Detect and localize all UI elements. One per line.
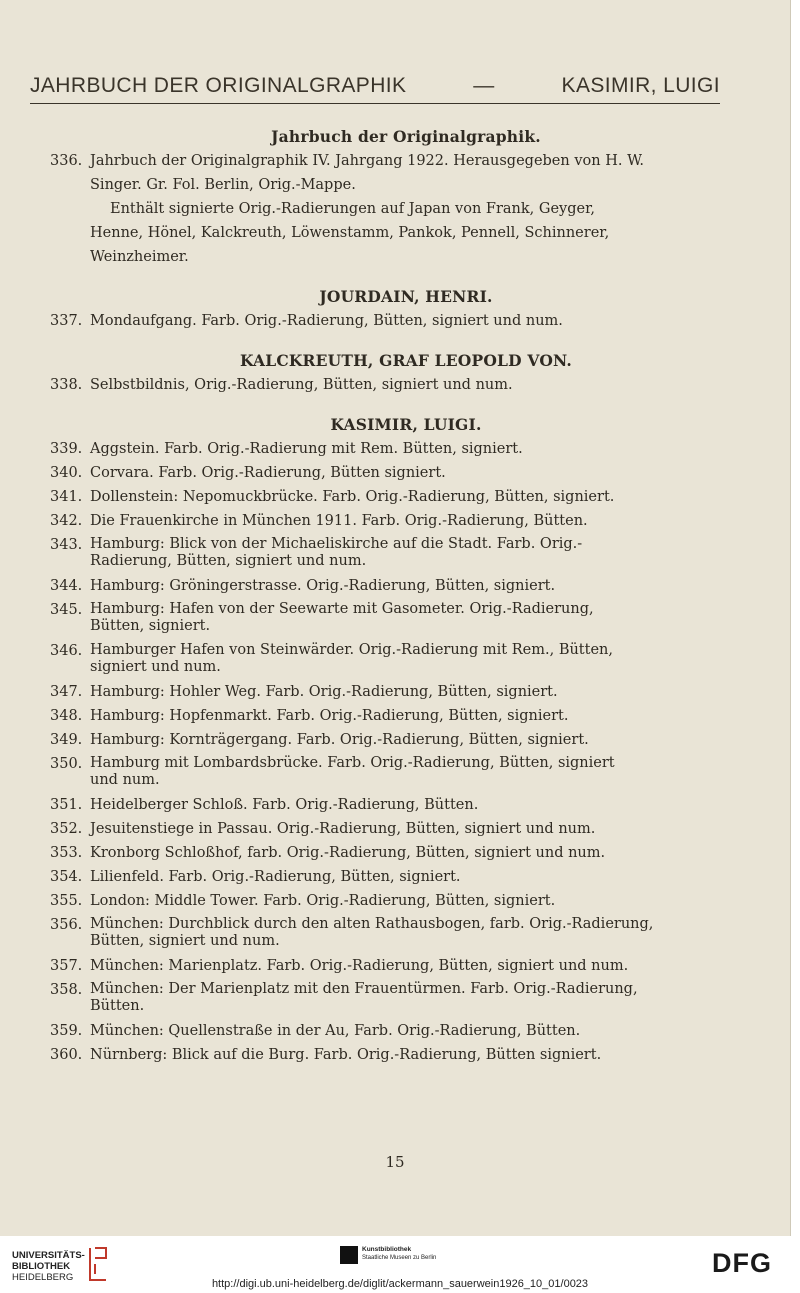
- section-heading-jourdain: JOURDAIN, HENRI.: [319, 287, 493, 306]
- entry-note: Henne, Hönel, Kalckreuth, Löwenstamm, Pankok, Pennell, Schinnerer,: [90, 225, 610, 241]
- entry-number: 342.: [50, 513, 83, 529]
- running-head-left: JAHRBUCH DER ORIGINALGRAPHIK: [30, 74, 407, 97]
- entry-text-line: Hamburg: Hopfenmarkt. Farb. Orig.-Radierung, Bütten, signiert.: [90, 708, 569, 724]
- entry-text-line: London: Middle Tower. Farb. Orig.-Radierung, Bütten, signiert.: [90, 893, 556, 909]
- entry-text-line: und num.: [90, 772, 160, 788]
- entry-text-line: Corvara. Farb. Orig.-Radierung, Bütten signiert.: [90, 465, 446, 481]
- entry-text-line: Kronborg Schloßhof, farb. Orig.-Radierung, Bütten, signiert und num.: [90, 845, 606, 861]
- source-url-link[interactable]: http://digi.ub.uni-heidelberg.de/diglit/ackermann_sauerwein1926_10_01/0023: [211, 1278, 589, 1290]
- entry-number: 360.: [50, 1047, 83, 1063]
- kb-line: Kunstbibliothek: [362, 1246, 412, 1253]
- entry-text-line: München: Marienplatz. Farb. Orig.-Radierung, Bütten, signiert und num.: [90, 958, 629, 974]
- kunstbibliothek-logo-text: [362, 1246, 436, 1262]
- entry-number: 340.: [50, 465, 83, 481]
- catalog-entry: [50, 437, 722, 461]
- entry-number: 343.: [50, 537, 83, 553]
- entry-text: [90, 978, 722, 1019]
- entry-text-line: Singer. Gr. Fol. Berlin, Orig.-Mappe.: [90, 177, 356, 193]
- entry-number: 349.: [50, 732, 83, 748]
- entry-text: [90, 574, 722, 598]
- catalog-entry: [50, 461, 722, 485]
- entry-text: [90, 728, 722, 752]
- catalog-entry: [50, 509, 722, 533]
- entry-text: [90, 841, 722, 865]
- entry-text-line: Bütten.: [90, 998, 145, 1014]
- page-number: 15: [385, 1153, 405, 1171]
- entry-text-line: Hamburg: Blick von der Michaeliskirche auf die Stadt. Farb. Orig.-: [90, 536, 583, 552]
- entry-number: 358.: [50, 982, 83, 998]
- entry-text: [90, 533, 722, 574]
- entry-number: 351.: [50, 797, 83, 813]
- catalog-entry: [50, 598, 722, 639]
- catalog-entry: [50, 704, 722, 728]
- catalog-entry: [50, 639, 722, 680]
- entry-text-line: Hamburg: Hafen von der Seewarte mit Gasometer. Orig.-Radierung,: [90, 601, 594, 617]
- catalog-entry-337: [50, 309, 722, 333]
- running-head-right: KASIMIR, LUIGI: [561, 74, 720, 97]
- entry-text-line: Hamburg: Kornträgergang. Farb. Orig.-Radierung, Bütten, signiert.: [90, 732, 589, 748]
- entry-number: 346.: [50, 643, 83, 659]
- entry-text-line: Hamburg: Hohler Weg. Farb. Orig.-Radierung, Bütten, signiert.: [90, 684, 558, 700]
- entry-number: 344.: [50, 578, 83, 594]
- entry-text: [90, 954, 722, 978]
- entry-text-line: Bütten, signiert und num.: [90, 933, 280, 949]
- uni-line: UNIVERSITÄTS-: [12, 1250, 85, 1261]
- entry-text: [90, 889, 722, 913]
- entry-number: 356.: [50, 917, 83, 933]
- entry-note: Weinzheimer.: [90, 249, 189, 265]
- entry-text-line: Aggstein. Farb. Orig.-Radierung mit Rem. Bütten, signiert.: [90, 441, 523, 457]
- dfg-logo: DFG: [712, 1248, 772, 1278]
- section-heading-jahrbuch: Jahrbuch der Originalgraphik.: [271, 127, 541, 146]
- entry-text-line: München: Durchblick durch den alten Rathausbogen, farb. Orig.-Radierung,: [90, 916, 654, 932]
- entry-text-line: Heidelberger Schloß. Farb. Orig.-Radierung, Bütten.: [90, 797, 479, 813]
- kasimir-entry-list: [50, 437, 722, 1067]
- entry-number: 350.: [50, 756, 83, 772]
- catalog-entry-338: [50, 373, 722, 397]
- entry-number: 354.: [50, 869, 83, 885]
- entry-text: [90, 598, 722, 639]
- entry-text-line: Die Frauenkirche in München 1911. Farb. Orig.-Radierung, Bütten.: [90, 513, 588, 529]
- entry-text: [90, 437, 722, 461]
- entry-text: [90, 509, 722, 533]
- catalog-entry: [50, 680, 722, 704]
- entry-text: [90, 485, 722, 509]
- entry-number: 352.: [50, 821, 83, 837]
- catalog-entry: [50, 533, 722, 574]
- entry-number: 338.: [50, 377, 83, 393]
- digitization-footer: [0, 1236, 800, 1293]
- entry-number: 357.: [50, 958, 83, 974]
- catalog-content: [50, 125, 722, 1067]
- catalog-entry: [50, 978, 722, 1019]
- entry-number: 353.: [50, 845, 83, 861]
- entry-text: [90, 913, 722, 954]
- catalog-entry: [50, 817, 722, 841]
- entry-text: [90, 1043, 722, 1067]
- kunstbibliothek-logo-icon: [340, 1246, 358, 1264]
- entry-text: [90, 680, 722, 704]
- entry-number: 341.: [50, 489, 83, 505]
- entry-text: [90, 704, 722, 728]
- entry-text-line: Hamburger Hafen von Steinwärder. Orig.-Radierung mit Rem., Bütten,: [90, 642, 613, 658]
- entry-text: [90, 817, 722, 841]
- entry-number: 339.: [50, 441, 83, 457]
- entry-number: 345.: [50, 602, 83, 618]
- entry-number: 336.: [50, 153, 83, 169]
- entry-text-line: Dollenstein: Nepomuckbrücke. Farb. Orig.-Radierung, Bütten, signiert.: [90, 489, 615, 505]
- entry-text-line: Lilienfeld. Farb. Orig.-Radierung, Bütten, signiert.: [90, 869, 461, 885]
- entry-text: [90, 461, 722, 485]
- catalog-entry: [50, 913, 722, 954]
- entry-number: 359.: [50, 1023, 83, 1039]
- catalog-entry: [50, 485, 722, 509]
- entry-text: Mondaufgang. Farb. Orig.-Radierung, Bütten, signiert und num.: [90, 313, 563, 329]
- entry-text: [90, 149, 722, 197]
- entry-text: [90, 865, 722, 889]
- catalog-entry: [50, 793, 722, 817]
- entry-text-line: signiert und num.: [90, 659, 221, 675]
- entry-text-line: München: Der Marienplatz mit den Frauentürmen. Farb. Orig.-Radierung,: [90, 981, 638, 997]
- catalog-entry: [50, 574, 722, 598]
- entry-text-line: München: Quellenstraße in der Au, Farb. Orig.-Radierung, Bütten.: [90, 1023, 581, 1039]
- entry-text: Selbstbildnis, Orig.-Radierung, Bütten, signiert und num.: [90, 377, 513, 393]
- entry-text-line: Radierung, Bütten, signiert und num.: [90, 553, 367, 569]
- catalog-entry: [50, 841, 722, 865]
- entry-number: 347.: [50, 684, 83, 700]
- catalog-entry: [50, 752, 722, 793]
- catalog-entry: [50, 728, 722, 752]
- catalog-entry: [50, 954, 722, 978]
- kb-line: Staatliche Museen zu Berlin: [362, 1255, 437, 1261]
- entry-text-line: Bütten, signiert.: [90, 618, 211, 634]
- entry-text: [90, 1019, 722, 1043]
- entry-note: Enthält signierte Orig.-Radierungen auf Japan von Frank, Geyger,: [110, 201, 596, 217]
- running-head: [30, 74, 720, 98]
- catalog-entry-336: [50, 149, 722, 197]
- uni-line: BIBLIOTHEK: [12, 1261, 71, 1272]
- catalog-entry: [50, 865, 722, 889]
- catalog-entry: [50, 1019, 722, 1043]
- entry-number: 348.: [50, 708, 83, 724]
- catalog-entry: [50, 1043, 722, 1067]
- entry-text-line: Jahrbuch der Originalgraphik IV. Jahrgang 1922. Herausgegeben von H. W.: [90, 153, 645, 169]
- entry-text: [90, 793, 722, 817]
- header-rule: [30, 103, 720, 104]
- entry-text-line: Hamburg: Gröningerstrasse. Orig.-Radierung, Bütten, signiert.: [90, 578, 556, 594]
- uni-line: HEIDELBERG: [12, 1272, 74, 1283]
- entry-number: 337.: [50, 313, 83, 329]
- entry-text: [90, 752, 722, 793]
- running-head-dash: —: [473, 74, 495, 97]
- entry-number: 355.: [50, 893, 83, 909]
- entry-text-line: Nürnberg: Blick auf die Burg. Farb. Orig.-Radierung, Bütten signiert.: [90, 1047, 602, 1063]
- entry-text-line: Hamburg mit Lombardsbrücke. Farb. Orig.-Radierung, Bütten, signiert: [90, 755, 615, 771]
- section-heading-kalckreuth: KALCKREUTH, GRAF LEOPOLD VON.: [239, 351, 573, 370]
- entry-text-line: Jesuitenstiege in Passau. Orig.-Radierung, Bütten, signiert und num.: [90, 821, 596, 837]
- catalog-entry: [50, 889, 722, 913]
- entry-text: [90, 639, 722, 680]
- section-heading-kasimir: KASIMIR, LUIGI.: [330, 415, 482, 434]
